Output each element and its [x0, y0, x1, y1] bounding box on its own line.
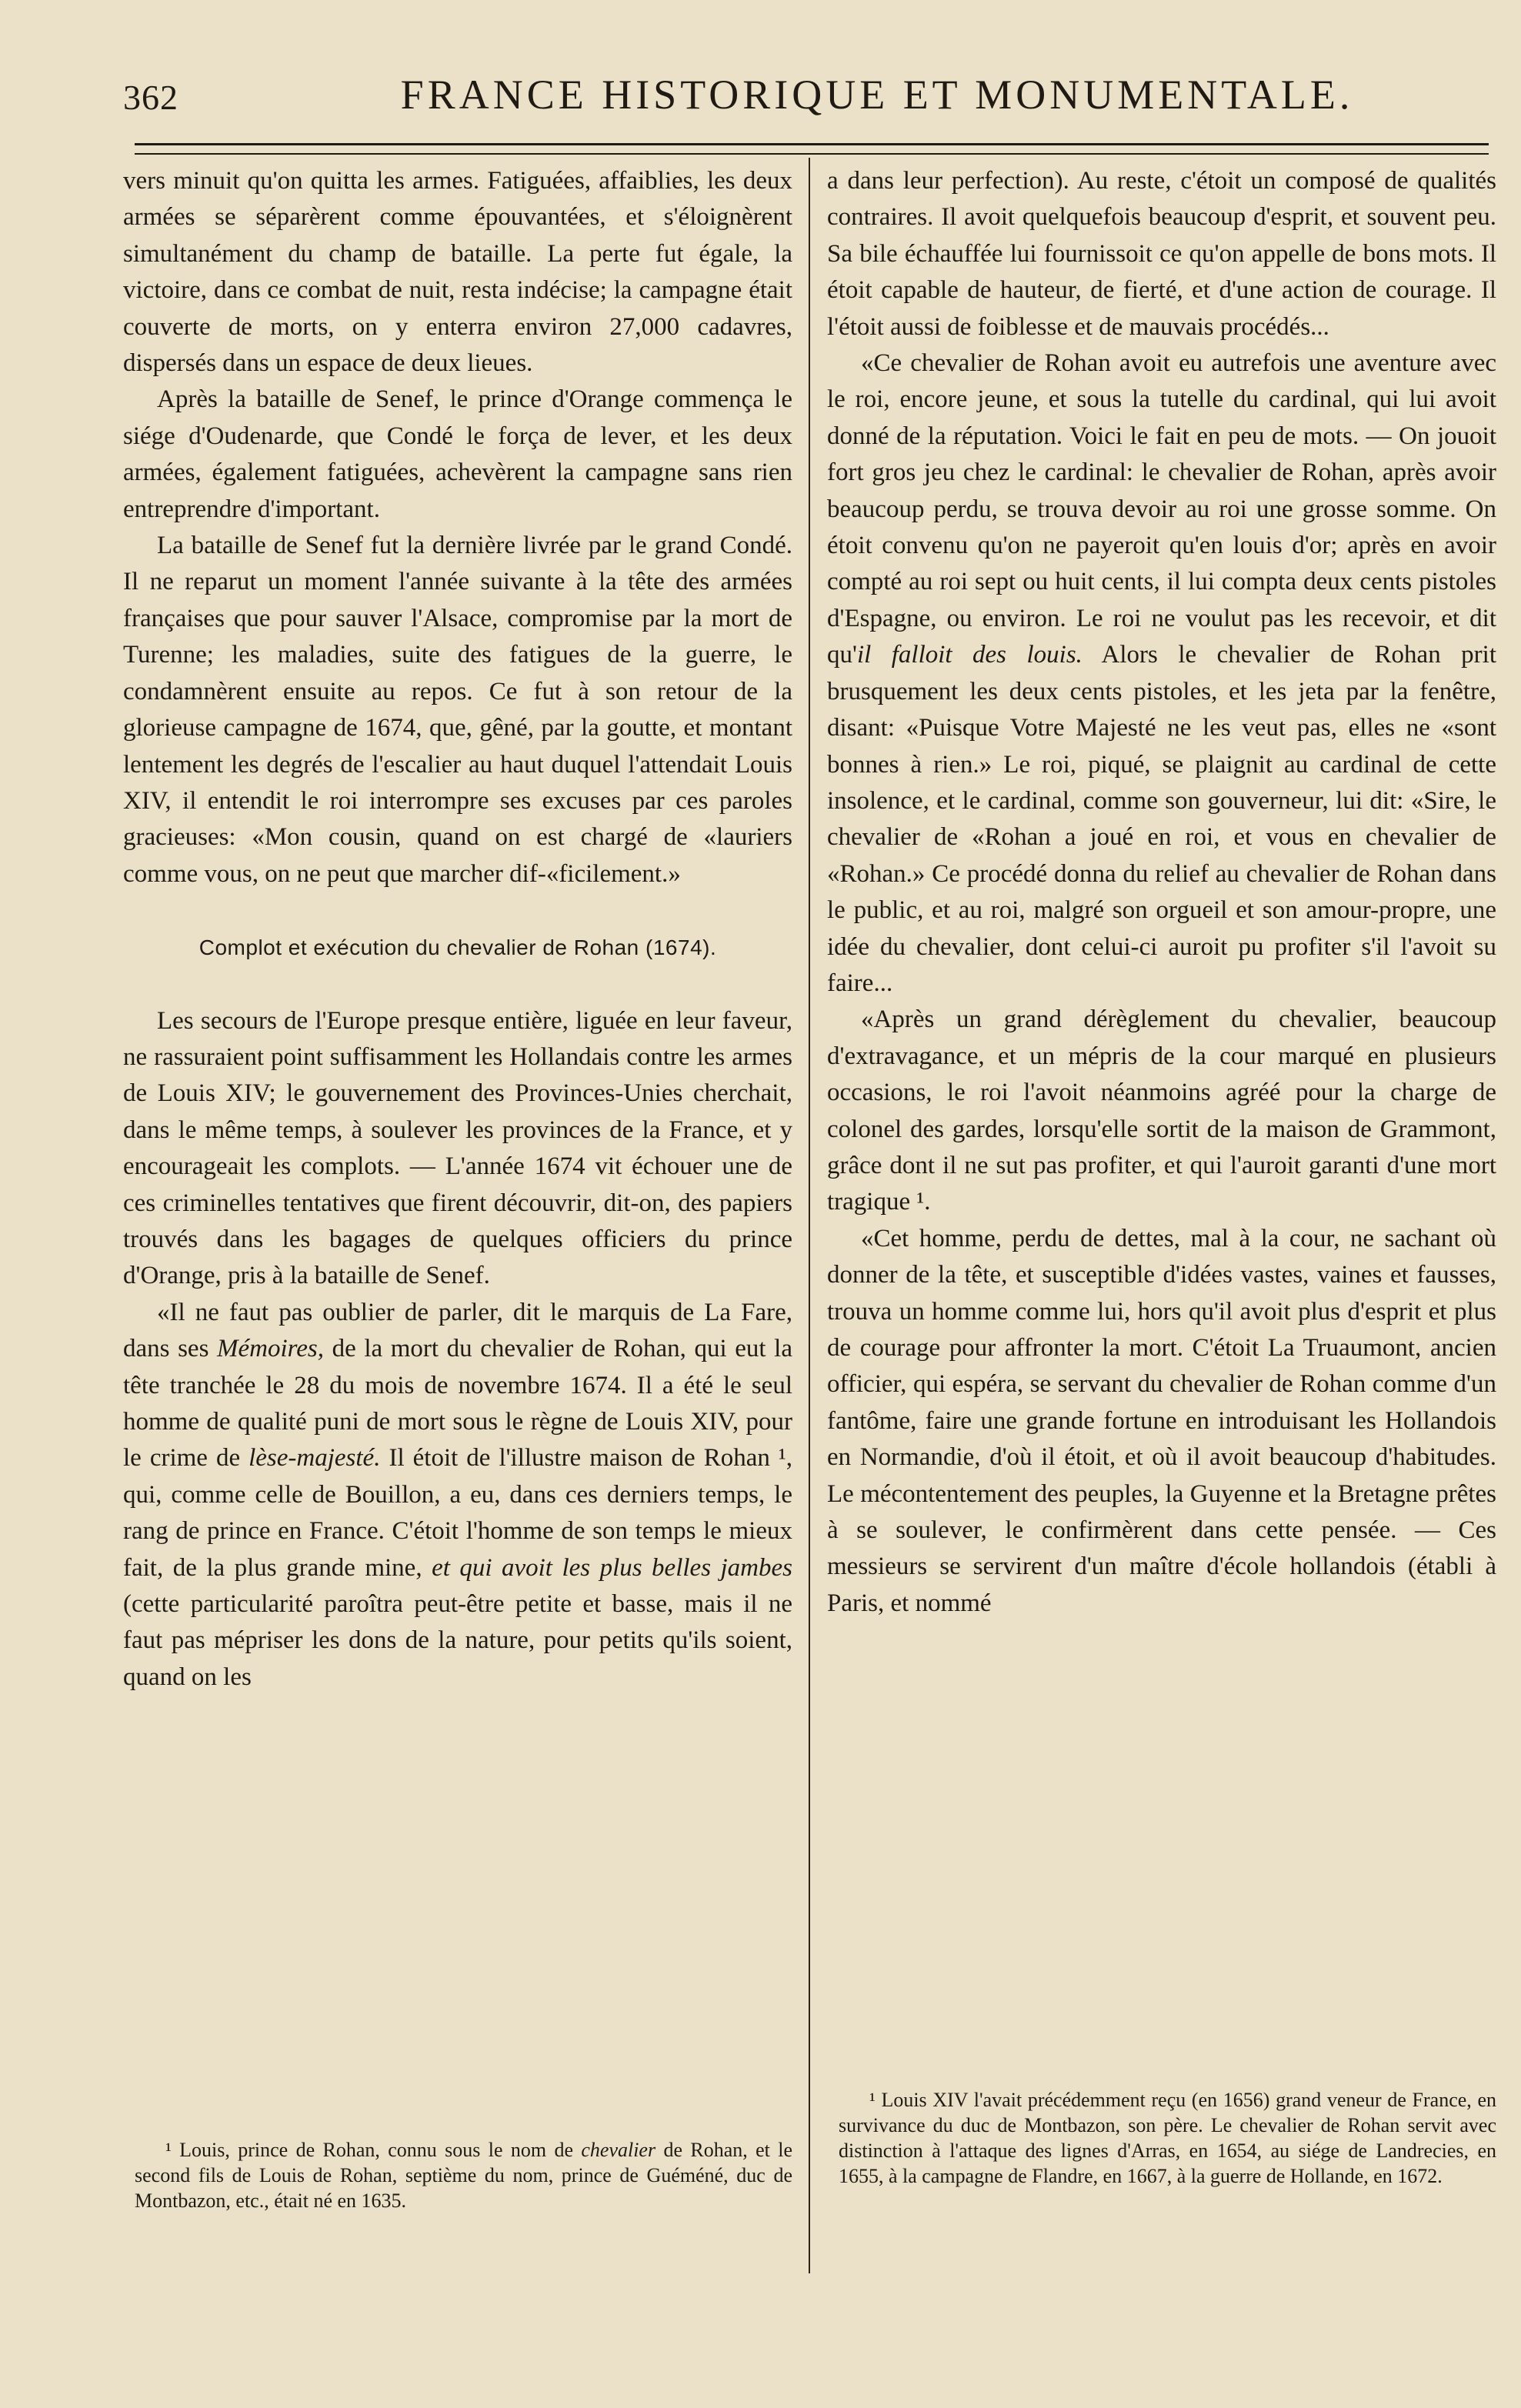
- footnote-right: [839, 2087, 1496, 2189]
- text-run: ¹ Louis, prince de Rohan, connu sous le nom de: [165, 2139, 582, 2161]
- header-rule: [135, 143, 1489, 155]
- italic-text: Mémoires,: [217, 1335, 325, 1363]
- footnote-text: [135, 2137, 792, 2213]
- paragraph: Après la bataille de Senef, le prince d'Orange commença le siége d'Oudenarde, que Condé le força de lever, et les deux armées, également fatiguées, achevèrent la campagne sans rien entreprendre d'important.: [123, 385, 792, 523]
- left-column: [123, 163, 792, 1696]
- italic-text: chevalier: [581, 2139, 656, 2161]
- text-run: de Rohan, et le second fils de Louis de Rohan, septième du nom, prince de Guéméné, duc de Montbazon, etc., était né en 1635.: [135, 2139, 792, 2212]
- text-run: Alors le chevalier de Rohan prit brusquement les deux cents pistoles, et les jeta par la fenêtre, disant: «Puisque Votre Majesté ne les veut pas, elles ne «sont bonnes à rien.» Le roi, piqué, se plaignit au cardinal de cette insolence, et le cardinal, comme son gouverneur, lui dit: «Sire, le chevalier de «Rohan a joué en roi, et vous en chevalier de «Rohan.» Ce procédé donna du relief au chevalier de Rohan dans le public, et au roi, malgré son orgueil et son amour-propre, une idée du chevalier, dont celui-ci auroit pu profiter s'il l'avoit su faire...: [827, 641, 1496, 997]
- paragraph: [123, 1295, 792, 1696]
- column-divider: [809, 158, 810, 2273]
- text-run: de la mort du chevalier de Rohan, qui eut la tête tranchée le 28 du mois de novembre 1674. Il a été le seul homme de qualité puni de mort sous le règne de Louis XIV, pour le crime de: [123, 1335, 792, 1472]
- page-header: [123, 71, 1493, 125]
- page-number: 362: [123, 78, 178, 117]
- section-heading: Complot et exécution du chevalier de Rohan (1674).: [198, 936, 717, 960]
- paragraph: [827, 345, 1496, 1002]
- footnote-text: ¹ Louis XIV l'avait précédemment reçu (en 1656) grand veneur de France, en survivance du duc de Montbazon, son père. Le chevalier de Rohan servit avec distinction à l'attaque des lignes d'Arras, en 1654, au siége de Landrecies, en 1655, à la campagne de Flandre, en 1667, à la guerre de Hollande, en 1672.: [839, 2089, 1496, 2187]
- running-title: FRANCE HISTORIQUE ET MONUMENTALE.: [400, 72, 1354, 118]
- text-run: (cette particularité paroîtra peut-être petite et basse, mais il ne faut pas mépriser les dons de la nature, pour petits qu'ils soient, quand on les: [123, 1590, 792, 1691]
- paragraph: a dans leur perfection). Au reste, c'étoit un composé de qualités contraires. Il avoit quelquefois beaucoup d'esprit, et souvent peu. Sa bile échauffée lui fournissoit ce qu'on appelle de bons mots. Il étoit capable de hauteur, de fierté, et d'une action de courage. Il l'étoit aussi de foiblesse et de mauvais procédés...: [827, 167, 1496, 341]
- footnote-left: [135, 2137, 792, 2213]
- paragraph: Les secours de l'Europe presque entière, liguée en leur faveur, ne rassuraient point suffisamment les Hollandais contre les armes de Louis XIV; le gouvernement des Provinces-Unies cherchait, dans le même temps, à soulever les provinces de la France, et y encourageait les complots. — L'année 1674 vit échouer une de ces criminelles tentatives que firent découvrir, dit-on, des papiers trouvés dans les bagages de quelques officiers du prince d'Orange, pris à la bataille de Senef.: [123, 1006, 792, 1290]
- italic-text: lèse-majesté.: [248, 1444, 381, 1472]
- italic-text: et qui avoit les plus belles jambes: [432, 1553, 792, 1582]
- paragraph: La bataille de Senef fut la dernière livrée par le grand Condé. Il ne reparut un moment l'année suivante à la tête des armées françaises que pour sauver l'Alsace, compromise par la mort de Turenne; les maladies, suite des fatigues de la guerre, le condamnèrent ensuite au repos. Ce fut à son retour de la glorieuse campagne de 1674, que, gêné, par la goutte, et montant lentement les degrés de l'escalier au haut duquel l'attendait Louis XIV, il entendit le roi interrompre ses excuses par ces paroles gracieuses: «Mon cousin, quand on est chargé de «lauriers comme vous, on ne peut que marcher dif-«ficilement.»: [123, 532, 792, 888]
- paragraph: «Après un grand dérèglement du chevalier, beaucoup d'extravagance, et un mépris de la cour marqué en plusieurs occasions, le roi l'avoit néanmoins agréé pour la charge de colonel des gardes, lorsqu'elle sortit de la maison de Grammont, grâce dont il ne sut pas profiter, et qui l'auroit garanti d'une mort tragique ¹.: [827, 1006, 1496, 1216]
- italic-text: il falloit des louis.: [856, 641, 1082, 669]
- right-column: [827, 163, 1496, 1622]
- paragraph: vers minuit qu'on quitta les armes. Fatiguées, affaiblies, les deux armées se séparèrent comme épouvantées, et s'éloignèrent simultanément du champ de bataille. La perte fut égale, la victoire, dans ce combat de nuit, resta indécise; la campagne était couverte de morts, on y enterra environ 27,000 cadavres, dispersés dans un espace de deux lieues.: [123, 167, 792, 378]
- paragraph: «Cet homme, perdu de dettes, mal à la cour, ne sachant où donner de la tête, et susceptible d'idées vastes, vaines et fausses, trouva un homme comme lui, hors qu'il avoit plus d'esprit et plus de courage pour affronter la mort. C'étoit La Truaumont, ancien officier, qui espéra, se servant du chevalier de Rohan comme d'un fantôme, faire une grande fortune en introduisant les Hollandois en Normandie, d'où il étoit, et où il avoit beaucoup d'habitudes. Le mécontentement des peuples, la Guyenne et la Bretagne prêtes à se soulever, le confirmèrent dans cette pensée. — Ces messieurs se servirent d'un maître d'école hollandois (établi à Paris, et nommé: [827, 1224, 1496, 1617]
- text-run: Il étoit de l'illustre maison de Rohan ¹, qui, comme celle de Bouillon, a eu, dans ces derniers temps, le rang de prince en France. C'étoit l'homme de son temps le mieux fait, de la plus grande mine,: [123, 1444, 793, 1582]
- text-run: «Il ne faut pas oublier de parler, dit le marquis de La Fare, dans ses: [123, 1298, 792, 1363]
- text-run: «Ce chevalier de Rohan avoit eu autrefois une aventure avec le roi, encore jeune, et sous la tutelle du cardinal, qui lui avoit donné de la réputation. Voici le fait en peu de mots. — On jouoit fort gros jeu chez le cardinal: le chevalier de Rohan, après avoir beaucoup perdu, se trouva devoir au roi une grosse somme. On étoit convenu qu'on ne payeroit qu'en louis d'or; après en avoir compté au roi sept ou huit cents, il lui compta deux cents pistoles d'Espagne, ou environ. Le roi ne voulut pas les recevoir, et dit qu': [827, 349, 1496, 669]
